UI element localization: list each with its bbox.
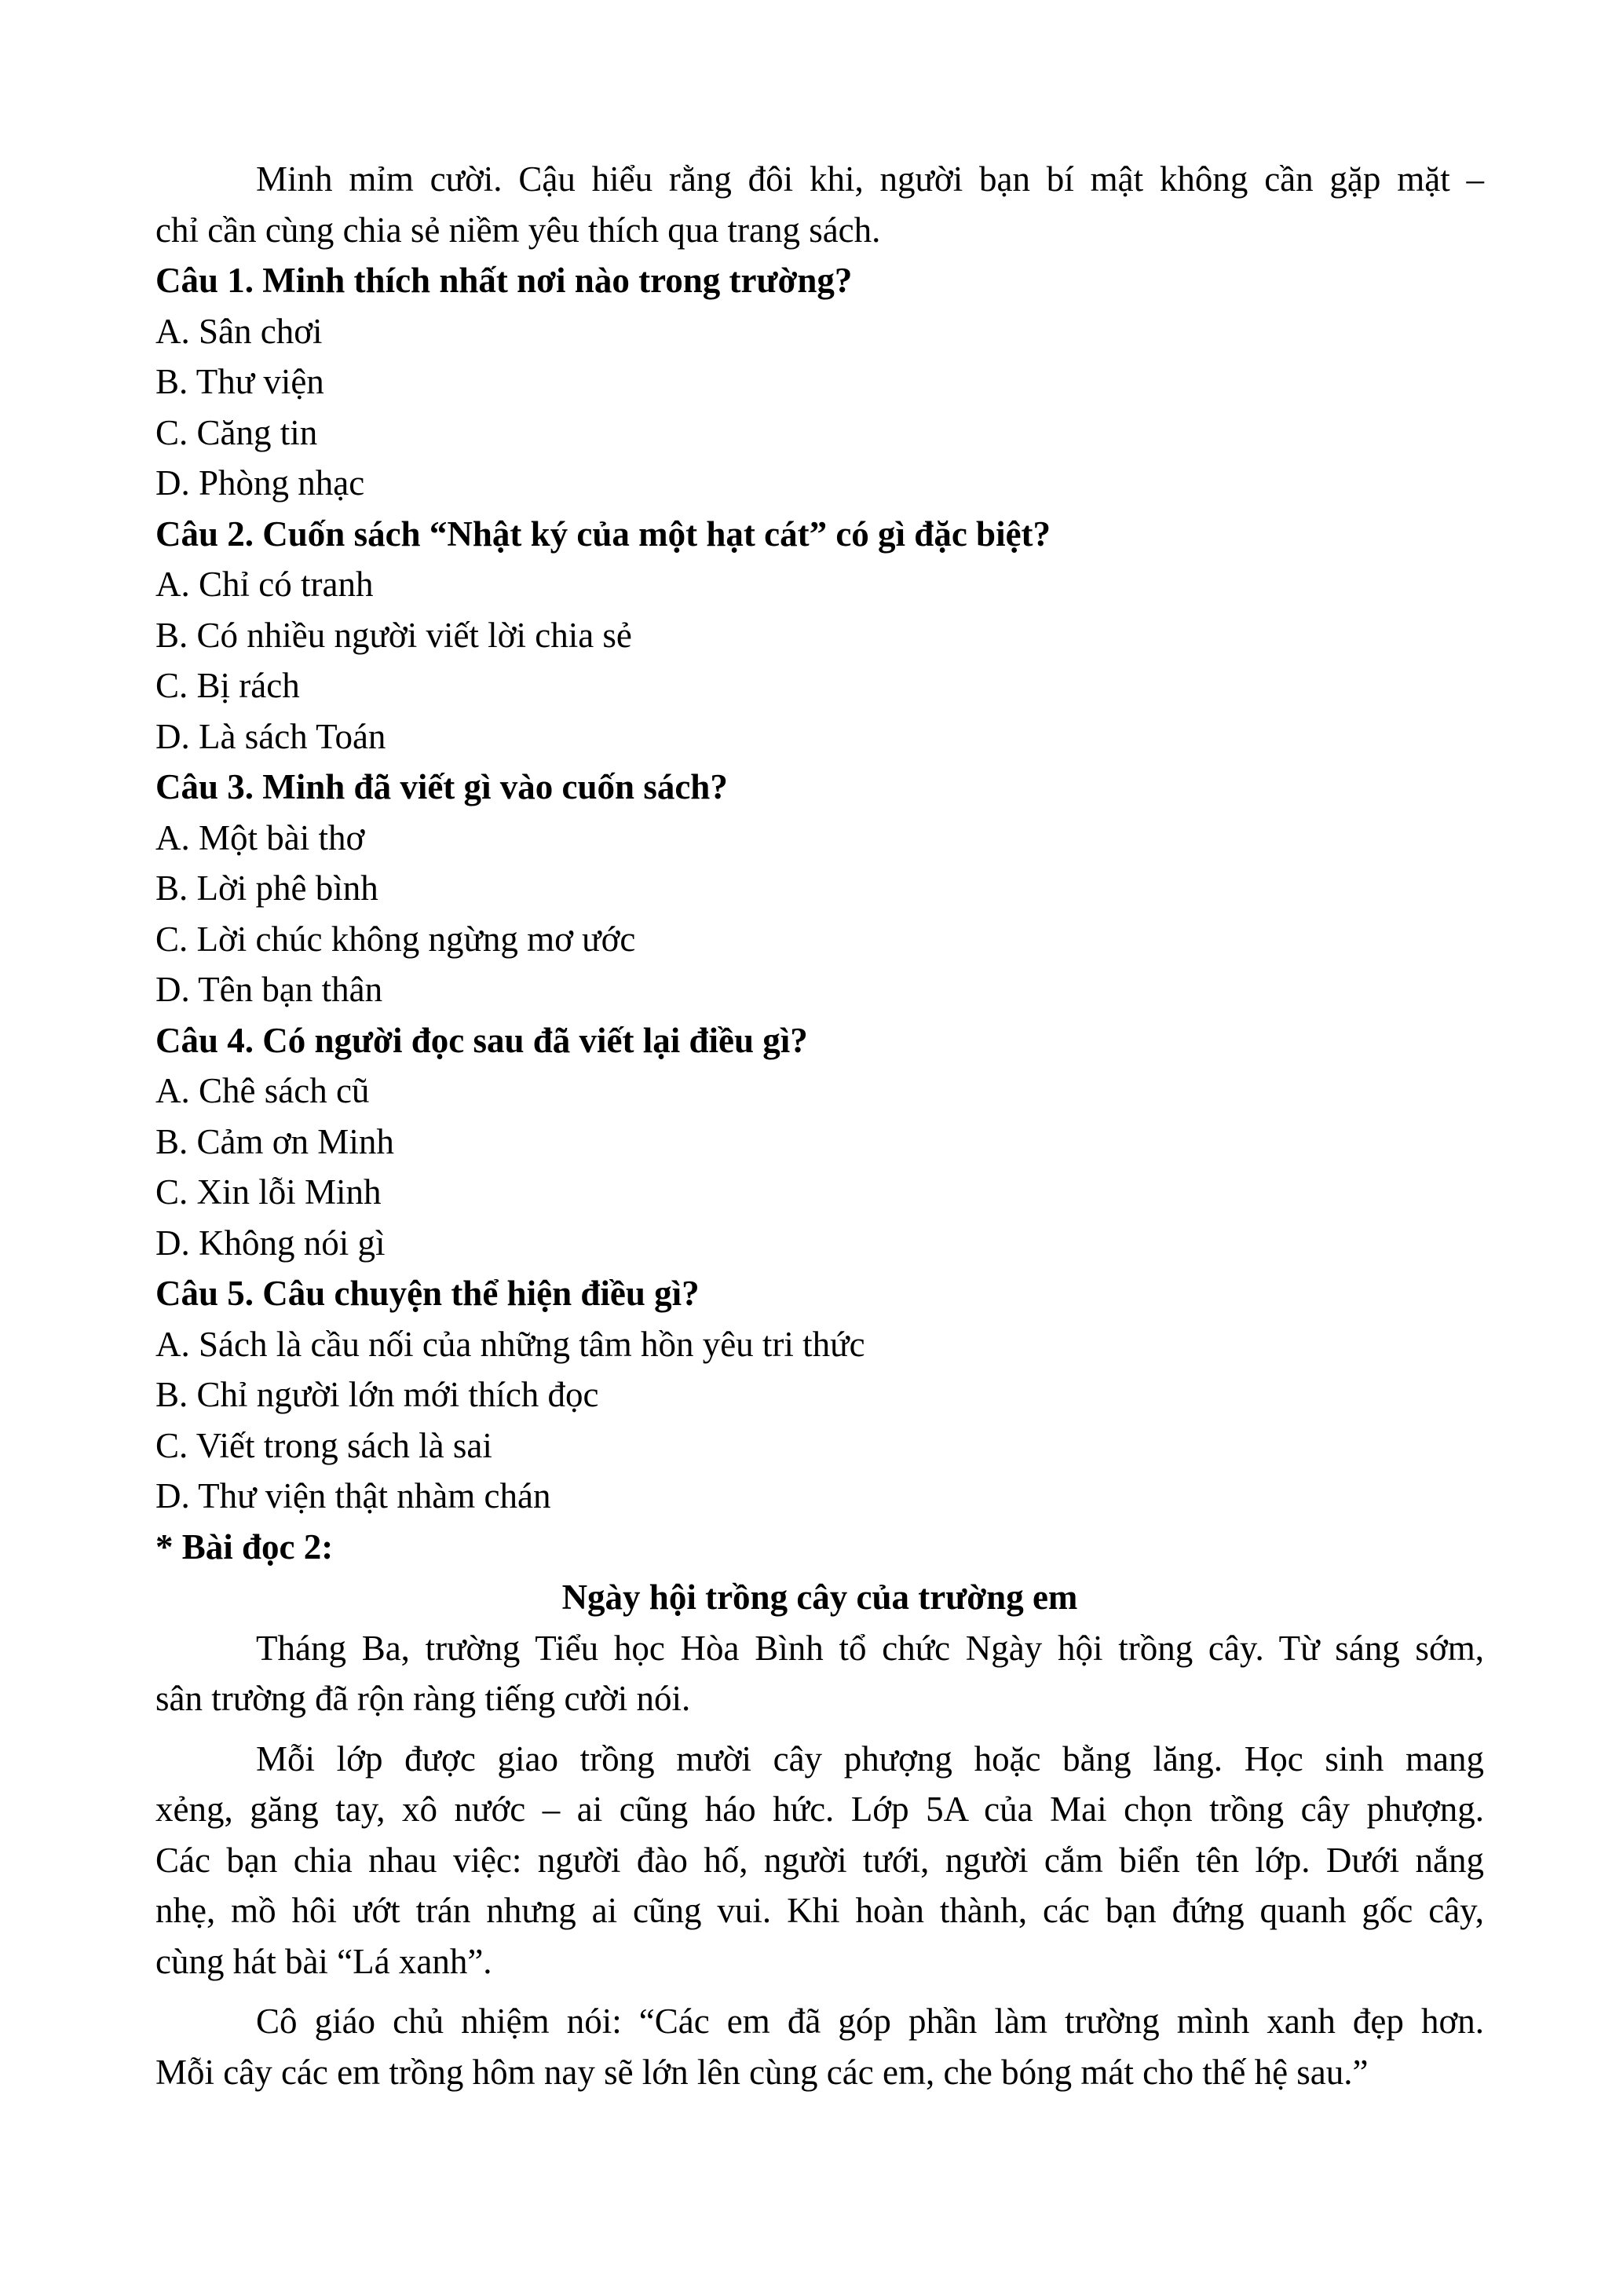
answer-option: D. Không nói gì [155,1223,386,1263]
answer-option: D. Phòng nhạc [155,463,365,503]
answer-option: A. Sân chơi [155,311,323,351]
intro-line: Minh mỉm cười. Cậu hiểu rằng đôi khi, người bạn bí mật không cần gặp mặt – [256,159,1484,199]
answer-option: B. Cảm ơn Minh [155,1121,394,1161]
answer-option: D. Tên bạn thân [155,970,383,1009]
answer-option: A. Chỉ có tranh [155,565,374,604]
answer-option: A. Một bài thơ [155,817,365,857]
answer-option: C. Viết trong sách là sai [155,1425,492,1465]
question-title: Câu 1. Minh thích nhất nơi nào trong trường? [155,261,853,300]
paragraph-line: nhẹ, mồ hôi ướt trán nhưng ai cũng vui. Khi hoàn thành, các bạn đứng quanh gốc cây, [155,1891,1484,1930]
paragraph-line: Mỗi lớp được giao trồng mười cây phượng hoặc bằng lăng. Học sinh mang [256,1738,1484,1779]
document-page [155,154,1484,2097]
answer-option: B. Thư viện [155,362,324,401]
question-3 [155,762,1484,1015]
paragraph-line: sân trường đã rộn ràng tiếng cười nói. [155,1679,691,1718]
question-title: Câu 5. Câu chuyện thể hiện điều gì? [155,1274,700,1313]
question-5 [155,1268,1484,1522]
question-title: Câu 4. Có người đọc sau đã viết lại điều gì? [155,1020,808,1060]
paragraph-line: Mỗi cây các em trồng hôm nay sẽ lớn lên cùng các em, che bóng mát cho thế hệ sau.” [155,2052,1369,2092]
answer-option: D. Là sách Toán [155,716,386,756]
intro-paragraph [155,154,1484,255]
reading-paragraph [155,1623,1484,1724]
answer-option: B. Lời phê bình [155,868,378,908]
answer-option: A. Sách là cầu nối của những tâm hồn yêu tri thức [155,1324,865,1364]
reading-label: * Bài đọc 2: [155,1526,334,1567]
answer-option: C. Lời chúc không ngừng mơ ước [155,919,636,959]
question-title: Câu 2. Cuốn sách “Nhật ký của một hạt cát” có gì đặc biệt? [155,514,1051,554]
answer-option: A. Chê sách cũ [155,1071,370,1110]
answer-option: B. Có nhiều người viết lời chia sẻ [155,615,632,655]
paragraph-line: cùng hát bài “Lá xanh”. [155,1941,492,1981]
paragraph-line: Cô giáo chủ nhiệm nói: “Các em đã góp phần làm trường mình xanh đẹp hơn. [256,2002,1484,2041]
answer-option: D. Thư viện thật nhàm chán [155,1476,551,1515]
answer-option: C. Bị rách [155,666,300,705]
question-2 [155,509,1484,762]
intro-line: chỉ cần cùng chia sẻ niềm yêu thích qua trang sách. [155,210,881,250]
reading-title: Ngày hội trồng cây của trường em [561,1578,1078,1617]
answer-option: C. Căng tin [155,412,318,452]
answer-option: C. Xin lỗi Minh [155,1172,382,1212]
question-4 [155,1015,1484,1269]
reading-paragraph [155,1734,1484,1987]
paragraph-line: Tháng Ba, trường Tiểu học Hòa Bình tổ chức Ngày hội trồng cây. Từ sáng sớm, [256,1628,1484,1668]
answer-option: B. Chỉ người lớn mới thích đọc [155,1375,599,1414]
question-title: Câu 3. Minh đã viết gì vào cuốn sách? [155,767,728,806]
question-1 [155,255,1484,509]
paragraph-line: xẻng, găng tay, xô nước – ai cũng háo hức. Lớp 5A của Mai chọn trồng cây phượng. [155,1790,1484,1829]
reading-paragraph [155,1996,1484,2097]
paragraph-line: Các bạn chia nhau việc: người đào hố, người tưới, người cắm biển tên lớp. Dưới nắng [155,1840,1484,1880]
